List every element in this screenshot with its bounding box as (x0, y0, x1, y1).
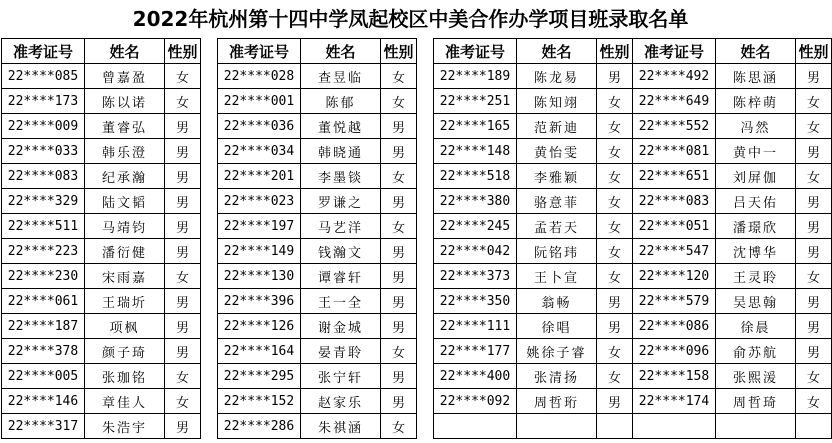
name-cell: 陈知翊 (517, 89, 597, 114)
page-title: 2022年杭州第十四中学凤起校区中美合作办学项目班录取名单 (132, 7, 689, 31)
exam-id-cell: 22****005 (2, 364, 85, 389)
name-cell: 俞苏航 (716, 339, 796, 364)
table-row (2, 64, 201, 89)
exam-id-cell: 22****201 (218, 164, 301, 189)
exam-id-cell: 22****164 (218, 339, 301, 364)
name-cell: 李墨锬 (301, 164, 381, 189)
exam-id-cell: 22****373 (434, 264, 517, 289)
exam-id-cell: 22****165 (434, 114, 517, 139)
table-row (434, 164, 633, 189)
name-cell: 王卜宣 (517, 264, 597, 289)
table-row (633, 89, 832, 114)
gender-cell: 男 (165, 114, 201, 139)
table-row (2, 214, 201, 239)
exam-id-cell: 22****177 (434, 339, 517, 364)
exam-id-cell: 22****120 (633, 264, 716, 289)
exam-id-cell (633, 414, 716, 439)
exam-id-cell: 22****649 (633, 89, 716, 114)
table-row (2, 289, 201, 314)
gender-cell: 男 (165, 139, 201, 164)
name-cell: 钱瀚文 (301, 239, 381, 264)
table-row (218, 89, 417, 114)
roster-table-2 (217, 38, 417, 439)
gender-cell: 男 (796, 64, 832, 89)
table-row (633, 339, 832, 364)
table-row (434, 364, 633, 389)
exam-id-cell: 22****230 (2, 264, 85, 289)
table-row (633, 289, 832, 314)
gender-cell: 男 (165, 414, 201, 439)
table-row (218, 64, 417, 89)
name-cell: 陈梓萌 (716, 89, 796, 114)
exam-id-cell: 22****380 (434, 189, 517, 214)
exam-id-cell: 22****651 (633, 164, 716, 189)
name-cell: 曾嘉盈 (85, 64, 165, 89)
name-cell: 周哲琦 (716, 389, 796, 414)
gender-cell: 男 (381, 364, 417, 389)
exam-id-cell: 22****111 (434, 314, 517, 339)
exam-id-cell: 22****329 (2, 189, 85, 214)
table-row (633, 139, 832, 164)
gender-cell: 男 (165, 314, 201, 339)
roster-table-3 (433, 38, 633, 439)
name-cell: 陆文韬 (85, 189, 165, 214)
table-row (2, 314, 201, 339)
name-cell: 陈郁 (301, 89, 381, 114)
exam-id-cell: 22****148 (434, 139, 517, 164)
table-row (2, 139, 201, 164)
name-cell: 王瑞圻 (85, 289, 165, 314)
exam-id-cell: 22****009 (2, 114, 85, 139)
header-name: 姓名 (85, 39, 165, 64)
table-row (434, 64, 633, 89)
name-cell: 吴思翰 (716, 289, 796, 314)
exam-id-cell: 22****126 (218, 314, 301, 339)
name-cell: 吕天佑 (716, 189, 796, 214)
name-cell: 骆意菲 (517, 189, 597, 214)
name-cell: 赵家乐 (301, 389, 381, 414)
name-cell: 张宁轩 (301, 364, 381, 389)
name-cell: 查昱临 (301, 64, 381, 89)
gender-cell: 男 (381, 389, 417, 414)
exam-id-cell: 22****552 (633, 114, 716, 139)
gender-cell: 女 (796, 364, 832, 389)
table-row (2, 239, 201, 264)
table-row (218, 214, 417, 239)
gender-cell: 女 (381, 214, 417, 239)
name-cell (517, 414, 597, 439)
name-cell: 黄中一 (716, 139, 796, 164)
exam-id-cell: 22****028 (218, 64, 301, 89)
gender-cell: 男 (381, 264, 417, 289)
name-cell: 刘屏伽 (716, 164, 796, 189)
name-cell: 谭睿轩 (301, 264, 381, 289)
table-row (434, 264, 633, 289)
table-row (434, 239, 633, 264)
header-gender: 性别 (597, 39, 633, 64)
exam-id-cell: 22****286 (218, 414, 301, 439)
exam-id-cell: 22****378 (2, 339, 85, 364)
name-cell: 范新迪 (517, 114, 597, 139)
gender-cell: 女 (597, 139, 633, 164)
gender-cell: 女 (597, 189, 633, 214)
gender-cell: 男 (796, 314, 832, 339)
exam-id-cell: 22****396 (218, 289, 301, 314)
table-row (2, 264, 201, 289)
exam-id-cell: 22****001 (218, 89, 301, 114)
name-cell: 张熙湲 (716, 364, 796, 389)
exam-id-cell: 22****245 (434, 214, 517, 239)
gender-cell: 女 (381, 89, 417, 114)
exam-id-cell: 22****081 (633, 139, 716, 164)
name-cell: 章佳人 (85, 389, 165, 414)
table-row (218, 339, 417, 364)
gender-cell: 女 (165, 264, 201, 289)
gender-cell: 男 (597, 289, 633, 314)
table-row (633, 314, 832, 339)
table-row (434, 89, 633, 114)
table-row (633, 239, 832, 264)
name-cell: 谢金城 (301, 314, 381, 339)
gender-cell: 女 (796, 114, 832, 139)
exam-id-cell: 22****579 (633, 289, 716, 314)
name-cell: 陈龙易 (517, 64, 597, 89)
gender-cell: 女 (165, 389, 201, 414)
gender-cell: 男 (597, 389, 633, 414)
name-cell: 纪承瀚 (85, 164, 165, 189)
name-cell: 马靖钧 (85, 214, 165, 239)
gender-cell: 男 (796, 139, 832, 164)
header-name: 姓名 (517, 39, 597, 64)
table-row (2, 364, 201, 389)
table-header-row (218, 39, 417, 64)
exam-id-cell: 22****251 (434, 89, 517, 114)
exam-id-cell: 22****152 (218, 389, 301, 414)
exam-id-cell: 22****146 (2, 389, 85, 414)
gender-cell: 男 (165, 189, 201, 214)
roster-table-4 (632, 38, 832, 439)
gender-cell: 男 (381, 314, 417, 339)
name-cell: 颜子琦 (85, 339, 165, 364)
gender-cell: 男 (381, 189, 417, 214)
exam-id-cell (434, 414, 517, 439)
header-gender: 性别 (796, 39, 832, 64)
name-cell: 董睿弘 (85, 114, 165, 139)
name-cell: 沈博华 (716, 239, 796, 264)
gender-cell: 男 (165, 239, 201, 264)
gender-cell: 男 (796, 289, 832, 314)
header-id: 准考证号 (633, 39, 716, 64)
exam-id-cell: 22****149 (218, 239, 301, 264)
table-row (218, 239, 417, 264)
gender-cell (597, 414, 633, 439)
name-cell: 张清扬 (517, 364, 597, 389)
gender-cell: 女 (597, 364, 633, 389)
exam-id-cell: 22****034 (218, 139, 301, 164)
table-row (2, 114, 201, 139)
table-row (218, 139, 417, 164)
name-cell: 阮铭玮 (517, 239, 597, 264)
name-cell: 翁畅 (517, 289, 597, 314)
name-cell (716, 414, 796, 439)
roster-table-1 (1, 38, 201, 439)
gender-cell: 男 (796, 189, 832, 214)
table-row (633, 214, 832, 239)
name-cell: 韩晓通 (301, 139, 381, 164)
exam-id-cell: 22****061 (2, 289, 85, 314)
exam-id-cell: 22****173 (2, 89, 85, 114)
exam-id-cell: 22****174 (633, 389, 716, 414)
gender-cell: 女 (796, 264, 832, 289)
exam-id-cell: 22****317 (2, 414, 85, 439)
table-row (434, 314, 633, 339)
gender-cell: 女 (381, 164, 417, 189)
gender-cell: 女 (165, 364, 201, 389)
gender-cell: 男 (165, 164, 201, 189)
table-row (633, 164, 832, 189)
table-row (2, 414, 201, 439)
name-cell: 姚徐子睿 (517, 339, 597, 364)
exam-id-cell: 22****518 (434, 164, 517, 189)
gender-cell: 男 (381, 289, 417, 314)
name-cell: 徐晨 (716, 314, 796, 339)
table-row (434, 139, 633, 164)
gender-cell: 女 (165, 89, 201, 114)
gender-cell: 女 (165, 64, 201, 89)
gender-cell: 男 (597, 64, 633, 89)
name-cell: 李雅颖 (517, 164, 597, 189)
gender-cell: 女 (597, 164, 633, 189)
exam-id-cell: 22****400 (434, 364, 517, 389)
table-row (434, 289, 633, 314)
exam-id-cell: 22****036 (218, 114, 301, 139)
table-row (2, 339, 201, 364)
gender-cell: 男 (381, 139, 417, 164)
exam-id-cell: 22****033 (2, 139, 85, 164)
exam-id-cell: 22****295 (218, 364, 301, 389)
name-cell: 潘璟欣 (716, 214, 796, 239)
exam-id-cell: 22****158 (633, 364, 716, 389)
header-name: 姓名 (301, 39, 381, 64)
table-row (633, 364, 832, 389)
table-row (218, 364, 417, 389)
name-cell: 冯然 (716, 114, 796, 139)
exam-id-cell: 22****023 (218, 189, 301, 214)
gender-cell: 女 (381, 64, 417, 89)
gender-cell: 男 (796, 239, 832, 264)
name-cell: 项枫 (85, 314, 165, 339)
name-cell: 张珈铭 (85, 364, 165, 389)
gender-cell: 男 (381, 114, 417, 139)
gender-cell: 女 (796, 89, 832, 114)
exam-id-cell: 22****083 (2, 164, 85, 189)
gender-cell: 女 (597, 114, 633, 139)
name-cell: 王灵聆 (716, 264, 796, 289)
gender-cell: 男 (165, 214, 201, 239)
gender-cell: 女 (597, 339, 633, 364)
header-id: 准考证号 (218, 39, 301, 64)
table-row (434, 339, 633, 364)
name-cell: 王一全 (301, 289, 381, 314)
table-row (2, 189, 201, 214)
exam-id-cell: 22****083 (633, 189, 716, 214)
exam-id-cell: 22****096 (633, 339, 716, 364)
table-row (633, 189, 832, 214)
gender-cell: 男 (165, 289, 201, 314)
gender-cell (796, 414, 832, 439)
header-gender: 性别 (381, 39, 417, 64)
table-row (218, 264, 417, 289)
exam-id-cell: 22****197 (218, 214, 301, 239)
table-row (633, 64, 832, 89)
gender-cell: 女 (597, 214, 633, 239)
name-cell: 朱浩宇 (85, 414, 165, 439)
table-row (2, 164, 201, 189)
table-row (218, 414, 417, 439)
table-row (218, 189, 417, 214)
exam-id-cell: 22****511 (2, 214, 85, 239)
table-row (434, 389, 633, 414)
name-cell: 罗谦之 (301, 189, 381, 214)
table-row (633, 389, 832, 414)
name-cell: 朱祺涵 (301, 414, 381, 439)
exam-id-cell: 22****223 (2, 239, 85, 264)
table-row (633, 114, 832, 139)
table-row (434, 189, 633, 214)
table-row (2, 89, 201, 114)
table-row (218, 389, 417, 414)
gender-cell: 男 (165, 339, 201, 364)
exam-id-cell: 22****189 (434, 64, 517, 89)
table-header-row (434, 39, 633, 64)
table-header-row (2, 39, 201, 64)
header-name: 姓名 (716, 39, 796, 64)
name-cell: 马艺洋 (301, 214, 381, 239)
gender-cell: 男 (796, 339, 832, 364)
name-cell: 韩乐澄 (85, 139, 165, 164)
gender-cell: 女 (381, 414, 417, 439)
exam-id-cell: 22****051 (633, 214, 716, 239)
exam-id-cell: 22****187 (2, 314, 85, 339)
table-row (2, 389, 201, 414)
gender-cell: 女 (796, 164, 832, 189)
exam-id-cell: 22****350 (434, 289, 517, 314)
name-cell: 孟若天 (517, 214, 597, 239)
gender-cell: 男 (796, 214, 832, 239)
name-cell: 黄怡雯 (517, 139, 597, 164)
exam-id-cell: 22****130 (218, 264, 301, 289)
table-row (218, 314, 417, 339)
table-row (218, 114, 417, 139)
gender-cell: 女 (597, 264, 633, 289)
name-cell: 董悦越 (301, 114, 381, 139)
name-cell: 宋雨嘉 (85, 264, 165, 289)
exam-id-cell: 22****492 (633, 64, 716, 89)
exam-id-cell: 22****042 (434, 239, 517, 264)
table-row (434, 114, 633, 139)
gender-cell: 女 (796, 389, 832, 414)
table-row (434, 214, 633, 239)
name-cell: 徐唱 (517, 314, 597, 339)
header-id: 准考证号 (434, 39, 517, 64)
table-row (633, 264, 832, 289)
gender-cell: 女 (597, 239, 633, 264)
exam-id-cell: 22****085 (2, 64, 85, 89)
gender-cell: 男 (597, 314, 633, 339)
gender-cell: 男 (381, 239, 417, 264)
gender-cell: 女 (381, 339, 417, 364)
table-row (434, 414, 633, 439)
name-cell: 陈思涵 (716, 64, 796, 89)
exam-id-cell: 22****092 (434, 389, 517, 414)
exam-id-cell: 22****086 (633, 314, 716, 339)
table-header-row (633, 39, 832, 64)
gender-cell: 女 (597, 89, 633, 114)
header-id: 准考证号 (2, 39, 85, 64)
table-row (633, 414, 832, 439)
name-cell: 周哲珩 (517, 389, 597, 414)
table-row (218, 164, 417, 189)
name-cell: 潘衍健 (85, 239, 165, 264)
table-row (218, 289, 417, 314)
name-cell: 陈以诺 (85, 89, 165, 114)
name-cell: 晏青聆 (301, 339, 381, 364)
exam-id-cell: 22****547 (633, 239, 716, 264)
header-gender: 性别 (165, 39, 201, 64)
